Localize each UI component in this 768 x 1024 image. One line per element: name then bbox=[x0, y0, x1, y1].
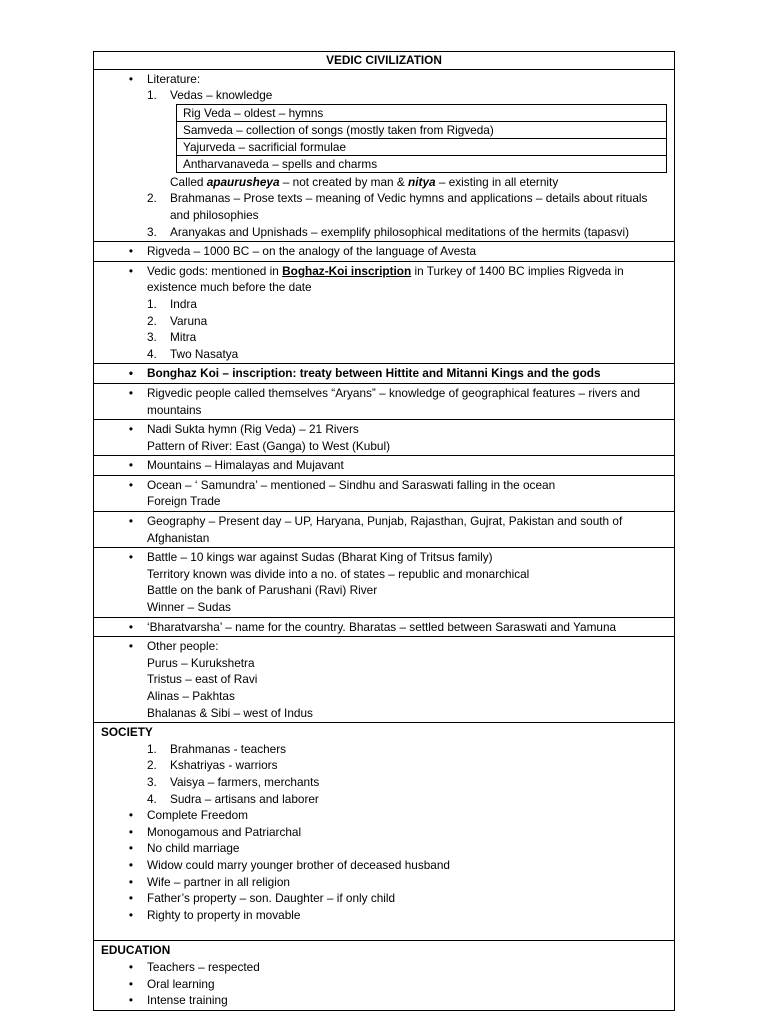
gods-row bbox=[94, 261, 675, 364]
god-name: Mitra bbox=[170, 330, 197, 345]
bullet-icon: • bbox=[128, 458, 134, 473]
other-text: Alinas – Pakhtas bbox=[147, 689, 235, 703]
bullet-icon: • bbox=[128, 244, 134, 259]
society-text: Monogamous and Patriarchal bbox=[147, 824, 302, 839]
note-emphasis: nitya bbox=[408, 174, 436, 189]
rigveda-date-row bbox=[94, 242, 675, 262]
bullet-icon: • bbox=[128, 550, 134, 565]
notes-table bbox=[93, 51, 675, 1011]
battle-text: Battle on the bank of Parushani (Ravi) River bbox=[147, 583, 378, 598]
note-text: Called bbox=[170, 174, 207, 189]
vedas-label: Vedas – knowledge bbox=[170, 88, 273, 103]
aryans-text: Rigvedic people called themselves “Aryans” – knowledge of geographical features – rivers and mountains bbox=[147, 385, 641, 417]
bullet-icon: • bbox=[128, 385, 134, 400]
boghaz-koi-underlined: Boghaz-Koi inscription bbox=[282, 263, 412, 278]
nadi-row bbox=[94, 420, 675, 456]
bonghaz-text: Bonghaz Koi – inscription: treaty between Hittite and Mitanni Kings and the gods bbox=[147, 366, 601, 381]
battle-text: Winner – Sudas bbox=[147, 600, 231, 615]
other-text: Other people: bbox=[147, 639, 219, 654]
other-people-row bbox=[94, 637, 675, 723]
aranyakas-text: Aranyakas and Upnishads – exemplify philosophical meditations of the hermits (tapasvi) bbox=[170, 224, 630, 239]
ocean-text: Foreign Trade bbox=[147, 494, 221, 509]
education-text: Teachers – respected bbox=[147, 959, 260, 974]
literature-label: Literature: bbox=[147, 71, 201, 86]
spacer bbox=[100, 923, 668, 939]
document-page bbox=[93, 51, 675, 1011]
bullet-icon: • bbox=[128, 857, 134, 872]
title-row bbox=[94, 52, 675, 70]
aranyakas-item bbox=[100, 224, 668, 241]
battle-row bbox=[94, 548, 675, 617]
society-text: Widow could marry younger brother of deceased husband bbox=[147, 857, 450, 872]
bullet-icon: • bbox=[128, 891, 134, 906]
list-number: 1. bbox=[147, 296, 157, 311]
education-header: EDUCATION bbox=[101, 943, 171, 958]
bullet-icon: • bbox=[128, 639, 134, 654]
caste-text: Vaisya – farmers, merchants bbox=[170, 774, 320, 789]
mountains-text: Mountains – Himalayas and Mujavant bbox=[147, 458, 344, 473]
education-text: Intense training bbox=[147, 993, 228, 1008]
note-emphasis: apaurusheya bbox=[206, 174, 280, 189]
gods-text: in Turkey of 1400 BC implies Rigveda in existence much before the date bbox=[147, 263, 624, 295]
bullet-icon: • bbox=[128, 514, 134, 529]
bullet-icon: • bbox=[128, 619, 134, 634]
bullet-icon: • bbox=[128, 477, 134, 492]
bullet-icon: • bbox=[128, 71, 134, 86]
list-number: 2. bbox=[147, 758, 157, 773]
aryans-row bbox=[94, 383, 675, 419]
literature-item bbox=[100, 71, 668, 88]
gods-text: Vedic gods: mentioned in bbox=[147, 263, 283, 278]
education-text: Oral learning bbox=[147, 976, 215, 991]
document-title: VEDIC CIVILIZATION bbox=[94, 52, 675, 70]
society-header: SOCIETY bbox=[101, 725, 153, 740]
battle-text: Territory known was divide into a no. of states – republic and monarchical bbox=[147, 566, 530, 581]
list-number: 4. bbox=[147, 346, 157, 361]
note-text: – existing in all eternity bbox=[435, 174, 559, 189]
god-name: Indra bbox=[170, 296, 197, 311]
caste-text: Kshatriyas - warriors bbox=[170, 758, 278, 773]
list-number: 1. bbox=[147, 88, 157, 103]
literature-row bbox=[94, 69, 675, 242]
god-name: Two Nasatya bbox=[170, 346, 239, 361]
vedas-table bbox=[176, 104, 667, 173]
note-text: – not created by man & bbox=[279, 174, 409, 189]
society-text: Complete Freedom bbox=[147, 808, 248, 823]
apaurusheya-note bbox=[100, 174, 668, 191]
bharatvarsha-text: ‘Bharatvarsha’ – name for the country. Bharatas – settled between Saraswati and Yamuna bbox=[147, 619, 617, 634]
veda-cell: Rig Veda – oldest – hymns bbox=[177, 104, 667, 121]
brahmanas-text: Brahmanas – Prose texts – meaning of Vedic hymns and applications – details about rituals and philosophies bbox=[170, 191, 648, 222]
veda-cell: Samveda – collection of songs (mostly taken from Rigveda) bbox=[177, 121, 667, 138]
list-number: 3. bbox=[147, 330, 157, 345]
veda-cell: Yajurveda – sacrificial formulae bbox=[177, 138, 667, 155]
list-number: 3. bbox=[147, 224, 157, 239]
bullet-icon: • bbox=[128, 907, 134, 922]
bullet-icon: • bbox=[128, 824, 134, 839]
ocean-row bbox=[94, 475, 675, 511]
nadi-text: Nadi Sukta hymn (Rig Veda) – 21 Rivers bbox=[147, 422, 359, 437]
rigveda-date-text: Rigveda – 1000 BC – on the analogy of the language of Avesta bbox=[147, 244, 477, 259]
bullet-icon: • bbox=[128, 808, 134, 823]
bonghaz-row bbox=[94, 364, 675, 384]
bullet-icon: • bbox=[128, 422, 134, 437]
caste-text: Sudra – artisans and laborer bbox=[170, 791, 319, 806]
mountains-row bbox=[94, 456, 675, 476]
nadi-text: Pattern of River: East (Ganga) to West (Kubul) bbox=[147, 438, 391, 453]
list-number: 4. bbox=[147, 791, 157, 806]
bullet-icon: • bbox=[128, 976, 134, 991]
list-number: 1. bbox=[147, 741, 157, 756]
other-text: Purus – Kurukshetra bbox=[147, 655, 255, 670]
bullet-icon: • bbox=[128, 263, 134, 278]
society-text: Righty to property in movable bbox=[147, 907, 301, 922]
list-number: 2. bbox=[147, 313, 157, 328]
vedas-item bbox=[100, 87, 668, 104]
other-text: Tristus – east of Ravi bbox=[147, 672, 258, 687]
society-text: No child marriage bbox=[147, 841, 240, 856]
geography-row bbox=[94, 512, 675, 548]
bullet-icon: • bbox=[128, 366, 134, 381]
god-name: Varuna bbox=[170, 313, 208, 328]
ocean-text: Ocean – ‘ Samundra’ – mentioned – Sindhu and Saraswati falling in the ocean bbox=[147, 477, 556, 492]
bullet-icon: • bbox=[128, 993, 134, 1008]
brahmanas-item bbox=[100, 190, 668, 223]
geography-text: Geography – Present day – UP, Haryana, Punjab, Rajasthan, Gujrat, Pakistan and south of Afghanistan bbox=[147, 514, 623, 545]
bharatvarsha-row bbox=[94, 617, 675, 637]
society-text: Wife – partner in all religion bbox=[147, 874, 290, 889]
society-text: Father’s property – son. Daughter – if only child bbox=[147, 891, 396, 906]
other-text: Bhalanas & Sibi – west of Indus bbox=[147, 705, 313, 720]
bullet-icon: • bbox=[128, 874, 134, 889]
list-number: 2. bbox=[147, 191, 157, 206]
bullet-icon: • bbox=[128, 841, 134, 856]
veda-cell: Antharvanaveda – spells and charms bbox=[177, 155, 667, 172]
caste-text: Brahmanas - teachers bbox=[170, 741, 287, 756]
society-row bbox=[94, 723, 675, 941]
battle-text: Battle – 10 kings war against Sudas (Bharat King of Tritsus family) bbox=[147, 550, 493, 565]
list-number: 3. bbox=[147, 774, 157, 789]
education-row bbox=[94, 941, 675, 1010]
bullet-icon: • bbox=[128, 959, 134, 974]
